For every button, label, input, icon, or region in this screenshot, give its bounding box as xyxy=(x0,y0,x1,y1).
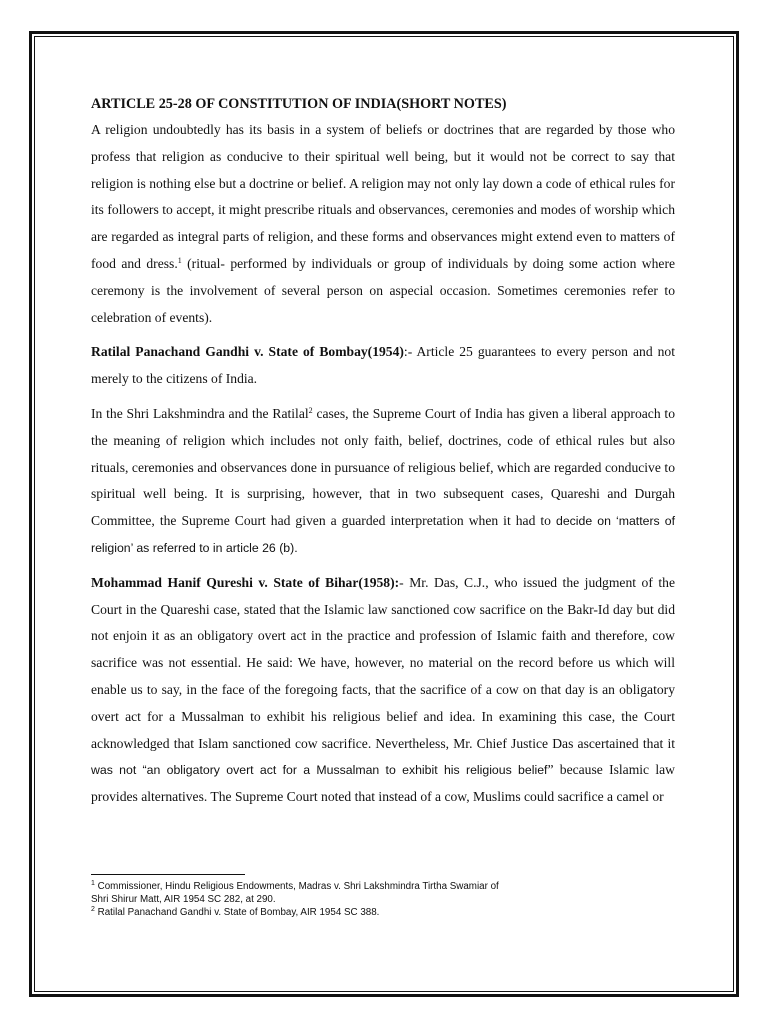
paragraph-lakshmindra-ratilal xyxy=(91,401,675,562)
paragraph-religion-definition xyxy=(91,117,675,331)
document-title: ARTICLE 25-28 OF CONSTITUTION OF INDIA(SHORT NOTES) xyxy=(91,96,507,112)
paragraph-text: (ritual- performed by individuals or group of individuals by doing some action where ceremony is the involvement of several person on aspecial occasion. Sometimes ceremonies refer to celebration of events). xyxy=(91,255,675,325)
paragraph-text: In the Shri Lakshmindra and the Ratilal xyxy=(91,405,309,421)
case-name: Mohammad Hanif Qureshi v. State of Bihar(1958): xyxy=(91,574,400,590)
footnote-text: Commissioner, Hindu Religious Endowments, Madras v. Shri Lakshmindra Tirtha Swamiar of xyxy=(97,881,499,892)
footnote-text: Shri Shirur Matt, AIR 1954 SC 282, at 290. xyxy=(91,894,276,905)
footnote-number: 1 xyxy=(91,880,95,887)
footnote-text: Ratilal Panachand Gandhi v. State of Bombay, AIR 1954 SC 388. xyxy=(97,907,380,918)
case-name: Ratilal Panachand Gandhi v. State of Bombay(1954) xyxy=(91,344,404,360)
footnote-reference: 2 xyxy=(308,405,313,415)
footnote-number: 2 xyxy=(91,906,95,913)
paragraph-text: A religion undoubtedly has its basis in a system of beliefs or doctrines that are regarded by those who profess that religion as conducive to their spiritual well being, but it would not be correct to say that religion is nothing else but a doctrine or belief. A religion may not only lay down a code of ethical rules for its followers to accept, it might prescribe rituals and observances, ceremonies and modes of worship which are regarded as integral parts of religion, and these forms and observances might extend even to matters of food and dress. xyxy=(91,122,675,271)
footnotes xyxy=(91,880,591,919)
paragraph-text-sans: decide on ‘matters of religion’ as referred to in article 26 (b). xyxy=(91,514,675,555)
paragraph-ratilal-case xyxy=(91,339,675,393)
paragraph-qureshi-case xyxy=(91,570,675,811)
footnote-reference: 1 xyxy=(177,255,182,265)
footnote-item xyxy=(91,880,591,906)
paragraph-text-sans: was not “an obligatory overt act for a Mussalman to exhibit his religious belief xyxy=(91,763,548,778)
paragraph-text: - Mr. Das, C.J., who issued the judgment of the Court in the Quareshi case, stated that the Islamic law sanctioned cow sacrifice on the Bakr-Id day but did not enjoin it as an obligatory overt act in the practice and profession of Islamic faith and therefore, cow sacrifice was not essential. He said: We have, however, no material on the record before us which will enable us to say, in the face of the foregoing facts, that the sacrifice of a cow on that day is an obligatory overt act for a Mussalman to exhibit his religious belief and idea. In examining this case, the Court acknowledged that Islam sanctioned cow sacrifice. Nevertheless, Mr. Chief Justice Das ascertained that it xyxy=(91,574,676,751)
paragraph-text: :- Article 25 guarantees to every person and not merely to the citizens of India. xyxy=(91,344,675,387)
paragraph-text: ” because Islamic law provides alternatives. The Supreme Court noted that instead of a cow, Muslims could sacrifice a camel or xyxy=(91,762,676,805)
paragraph-text: cases, the Supreme Court of India has given a liberal approach to the meaning of religion which includes not only faith, belief, doctrines, code of ethical rules but also rituals, ceremonies and observances done in pursuance of religious belief, which are regarded conducive to spiritual well being. It is surprising, however, that in two subsequent cases, Quareshi and Durgah Committee, the Supreme Court had given a guarded interpretation when it had to xyxy=(91,405,675,529)
footnote-separator xyxy=(91,874,245,875)
document-body xyxy=(91,94,675,819)
footnote-item xyxy=(91,906,591,919)
